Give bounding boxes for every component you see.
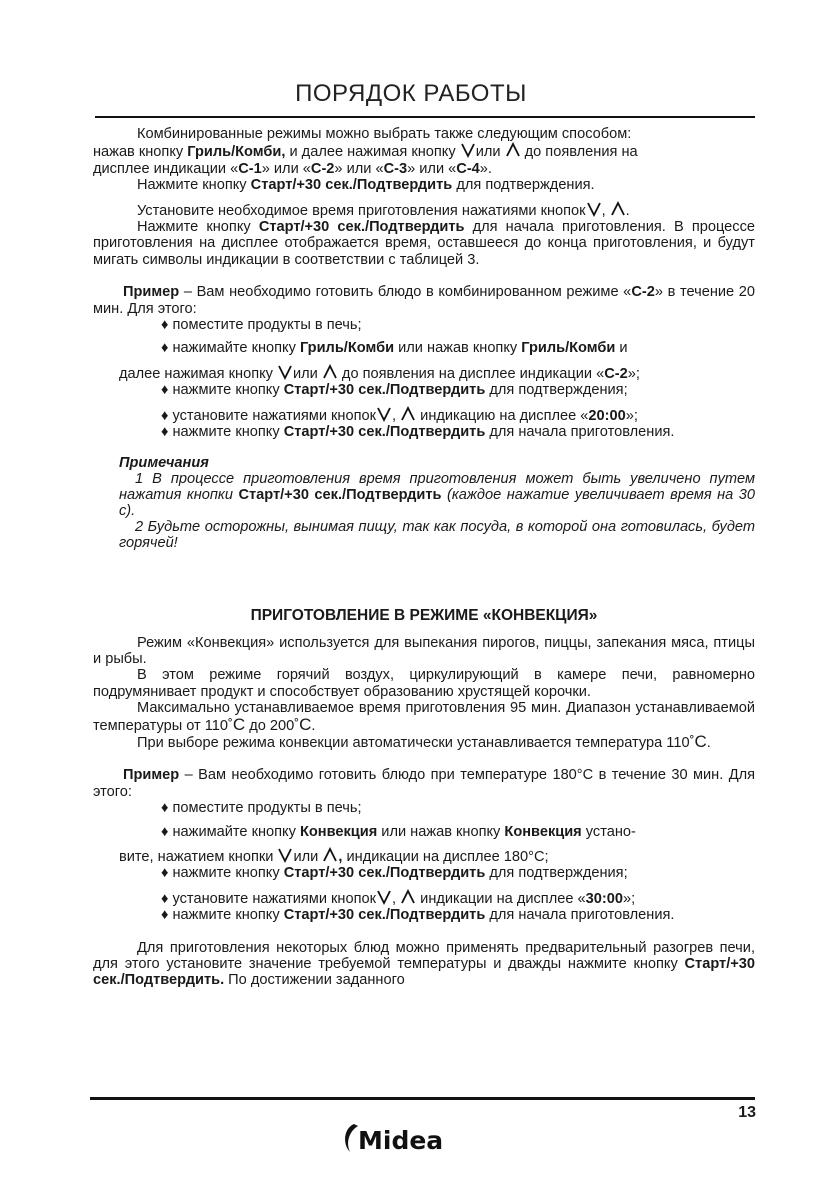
text: Нажмите кнопку	[137, 219, 259, 236]
button-name-start: Старт/+30 сек./Подтвердить	[283, 424, 486, 441]
text: С	[694, 731, 707, 751]
text: Для приготовления некоторых блюд можно применять предварительный разогрев печи, для этого установите значение требуемой температуры и дважды нажмите кнопку	[93, 939, 755, 972]
text: Установите необходимое время приготовления нажатиями кнопок	[137, 202, 586, 219]
example-1-intro	[93, 284, 755, 317]
down-arrow-icon	[587, 201, 601, 217]
text: для подтверждения.	[452, 177, 595, 194]
text: или	[293, 365, 322, 382]
paragraph-start-cooking	[93, 219, 755, 268]
text: ♦ нажимайте кнопку	[161, 823, 300, 840]
text: для начала приготовления. В процессе приготовления на дисплее отображается время, оставшееся до конца приготовления, и будут мигать символы индикации в соответствии с таблицей 3.	[93, 219, 755, 268]
text: индикации на дисплее «	[416, 890, 586, 907]
text: .	[625, 202, 630, 219]
up-arrow-icon	[506, 142, 520, 158]
paragraph-convection-use: Режим «Конвекция» используется для выпекания пирогов, пиццы, запекания мяса, птицы и рыбы.	[93, 634, 755, 667]
mode-code: С-4	[456, 160, 480, 177]
midea-logo	[340, 1118, 460, 1158]
paragraph-convection-air: В этом режиме горячий воздух, циркулирующий в камере печи, равномерно подрумянивает продукт и способствует образованию хрустящей корочки.	[93, 667, 755, 700]
text: » или «	[407, 160, 457, 177]
text: ».	[479, 160, 492, 177]
paragraph-combined-modes-2	[93, 142, 755, 160]
text: ♦ нажмите кнопку	[161, 424, 284, 441]
text: для начала приготовления.	[485, 424, 675, 441]
text: нажав кнопку	[93, 144, 188, 161]
example-2-step-5	[93, 907, 755, 923]
text: С	[232, 714, 246, 734]
button-name-start: Старт/+30 сек./Подтвердить	[283, 865, 486, 882]
button-name-convection: Конвекция	[504, 823, 582, 840]
text: » или «	[334, 160, 384, 177]
text: »;	[627, 365, 640, 382]
paragraph-combined-modes	[93, 126, 755, 142]
page-title: ПОРЯДОК РАБОТЫ	[295, 80, 527, 107]
text: далее нажимая кнопку	[119, 365, 277, 382]
text: индикации на дисплее 180°С;	[342, 848, 549, 865]
text: и	[615, 340, 628, 357]
page-number: 13	[738, 1104, 756, 1121]
text: ♦ нажмите кнопку	[161, 865, 284, 882]
example-1-step-2-cont	[93, 364, 755, 382]
note-1	[119, 471, 755, 519]
text: ♦ установите нажатиями кнопок	[161, 407, 377, 424]
text: для начала приготовления.	[485, 907, 675, 924]
example-1-step-2	[93, 340, 755, 356]
up-arrow-icon	[401, 889, 415, 905]
example-2-step-2	[93, 824, 755, 840]
text: или	[475, 144, 505, 161]
button-name-start: Старт/+30 сек./Подтвердить.	[93, 956, 755, 989]
text: ♦ установите нажатиями кнопок	[161, 890, 377, 907]
text: для подтверждения;	[485, 382, 628, 399]
midea-logo-icon	[340, 1118, 460, 1158]
down-arrow-icon	[377, 889, 391, 905]
text: – Вам необходимо готовить блюдо в комбинированном режиме «	[179, 284, 632, 301]
text: ,	[392, 407, 401, 424]
display-value: 20:00	[588, 407, 626, 424]
text: При выборе режима конвекции автоматически устанавливается температура 110˚	[137, 734, 695, 751]
example-label: Пример	[123, 284, 180, 301]
text: Комбинированные режимы можно выбрать также следующим способом:	[137, 126, 632, 142]
text: устано-	[581, 823, 636, 840]
example-label: Пример	[123, 767, 180, 784]
example-2-step-1: ♦ поместите продукты в печь;	[161, 800, 362, 817]
button-name-start: Старт/+30 сек./Подтвердить	[258, 219, 465, 236]
text: .	[311, 717, 316, 734]
mode-code: С-2	[310, 160, 335, 177]
text: » в течение 20 мин. Для этого:	[93, 284, 756, 317]
text: 1 В процессе приготовления время приготовления может быть увеличено путем нажатия кнопки	[119, 470, 755, 503]
text: или нажав кнопку	[377, 823, 505, 840]
example-2-step-2-cont	[93, 847, 755, 865]
text: ♦ нажмите кнопку	[161, 382, 284, 399]
note-2: 2 Будьте осторожны, вынимая пищу, так как посуда, в которой она готовилась, будет горячей!	[119, 518, 755, 551]
text: до появления на дисплее индикации «	[337, 365, 605, 382]
example-1-step-3	[93, 382, 755, 398]
text: для подтверждения;	[485, 865, 628, 882]
text: .	[706, 734, 711, 751]
example-2-step-3	[93, 865, 755, 881]
text: ,	[338, 848, 343, 865]
button-name-grill-combi: Гриль/Комби,	[187, 144, 286, 161]
down-arrow-icon	[461, 142, 475, 158]
example-1-step-5	[93, 424, 755, 440]
text: »;	[622, 890, 636, 907]
mode-code: С-2	[604, 365, 628, 382]
text: (каждое нажатие увеличивает время на 30 с).	[119, 486, 756, 519]
text: » или «	[261, 160, 311, 177]
button-name-grill-combi: Гриль/Комби	[521, 340, 616, 357]
text: до 200˚	[245, 717, 300, 734]
section-heading-convection: ПРИГОТОВЛЕНИЕ В РЕЖИМЕ «КОНВЕКЦИЯ»	[250, 606, 598, 624]
mode-code: С-3	[383, 160, 408, 177]
text: индикацию на дисплее «	[416, 407, 589, 424]
logo-text: Midea	[358, 1126, 444, 1155]
text: ,	[392, 890, 401, 907]
text: до появления на	[520, 144, 638, 161]
mode-code: С-1	[238, 160, 262, 177]
down-arrow-icon	[278, 364, 292, 380]
paragraph-confirm	[93, 177, 755, 193]
text: ♦ нажмите кнопку	[161, 907, 284, 924]
example-1-step-1: ♦ поместите продукты в печь;	[161, 317, 362, 334]
example-2-intro	[93, 767, 755, 800]
up-arrow-icon	[323, 847, 337, 863]
example-1-step-4	[93, 406, 755, 424]
up-arrow-icon	[401, 406, 415, 422]
mode-code: С-2	[631, 284, 655, 301]
display-value: 30:00	[585, 890, 623, 907]
text: или нажав кнопку	[394, 340, 522, 357]
text: Нажмите кнопку	[137, 177, 251, 194]
paragraph-preheat	[93, 940, 755, 989]
page-content	[93, 126, 755, 989]
paragraph-combined-modes-3	[93, 161, 755, 177]
text: и далее нажимая кнопку	[285, 144, 460, 161]
up-arrow-icon	[323, 364, 337, 380]
paragraph-convection-range	[93, 700, 755, 734]
text: вите, нажатием кнопки	[119, 848, 278, 865]
notes-block	[93, 455, 755, 551]
button-name-convection: Конвекция	[299, 823, 378, 840]
paragraph-set-time	[93, 201, 755, 219]
paragraph-convection-default	[93, 731, 755, 751]
text: С	[299, 714, 312, 734]
text: По достижении заданного	[224, 972, 405, 989]
button-name-start: Старт/+30 сек./Подтвердить	[283, 907, 486, 924]
down-arrow-icon	[377, 406, 391, 422]
text: дисплее индикации «	[93, 160, 239, 177]
button-name-grill-combi: Гриль/Комби	[299, 340, 395, 357]
example-2-step-4	[93, 889, 755, 907]
text: ♦ нажимайте кнопку	[161, 340, 300, 357]
text: Максимально устанавливаемое время приготовления 95 мин. Диапазон устанавливаемой температуры от 110˚	[93, 700, 755, 734]
up-arrow-icon	[611, 201, 625, 217]
button-name-start: Старт/+30 сек./Подтвердить	[250, 177, 453, 194]
text: »;	[625, 407, 638, 424]
text: или	[293, 848, 323, 865]
text: – Вам необходимо готовить блюдо при температуре 180°С в течение 30 мин. Для этого:	[93, 767, 755, 800]
text: ,	[601, 202, 610, 219]
notes-heading: Примечания	[119, 454, 209, 471]
down-arrow-icon	[278, 847, 292, 863]
button-name-start: Старт/+30 сек./Подтвердить	[238, 486, 442, 503]
button-name-start: Старт/+30 сек./Подтвердить	[283, 382, 486, 399]
top-divider	[95, 116, 755, 118]
bottom-divider	[90, 1097, 755, 1100]
